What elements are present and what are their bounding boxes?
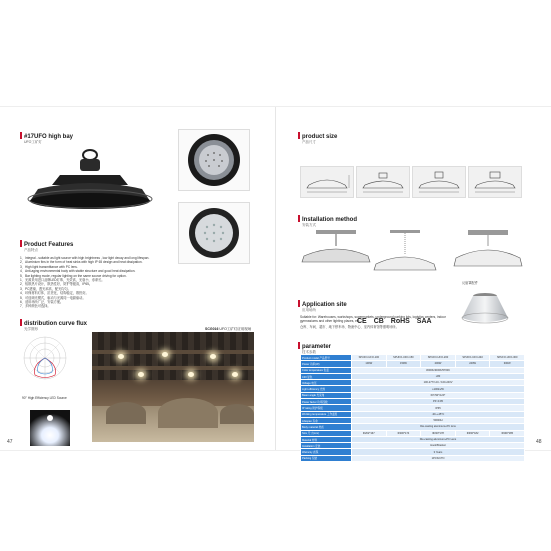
application-text-cn: 仓库、车间、超市、地下停车场、物流中心、室内体育馆等照明场所。 xyxy=(300,325,399,329)
parameter-key: Size 尺寸(mm) xyxy=(301,430,352,436)
parameter-key: Voltage 电压 xyxy=(301,380,352,386)
features-subtitle: 产品特点 xyxy=(24,248,38,252)
features-title: Product Features xyxy=(20,240,73,248)
beam-light-photo xyxy=(30,410,70,446)
feature-item: 3、High light transmittance with PC lens. xyxy=(20,264,78,269)
parameter-value: SPUFO-UFO-200 xyxy=(421,355,456,361)
dimension-drawing-icon xyxy=(301,167,353,197)
dimension-drawing-icon xyxy=(469,167,521,197)
application-text: Suitable for: Warehouses, workshops, supermarkets, underground parking lots, logistics centers, indoor gymnasiums and other lighting places, etc. xyxy=(300,315,446,324)
parameter-value: 3000K/4000K/5700K xyxy=(352,367,525,373)
lamp-angle-photo xyxy=(178,202,250,264)
install-title: Installation method xyxy=(298,215,357,223)
parameter-key: Lifespan 寿命 xyxy=(301,417,352,423)
material-pile xyxy=(220,404,254,424)
lamp-light xyxy=(188,372,194,377)
parameter-value: SPUFO-UFO-300 xyxy=(490,355,525,361)
light-beam-icon xyxy=(30,410,70,446)
lamp-light xyxy=(162,352,168,357)
size-title: product size xyxy=(298,132,337,140)
dimension-drawing-icon xyxy=(357,167,409,197)
parameter-value: Φ390*185 xyxy=(490,430,525,436)
parameter-value: 60°/90°/120° xyxy=(352,392,525,398)
parameter-value: SPUFO-UFO-150 xyxy=(386,355,421,361)
parameter-value: SPUFO-UFO-100 xyxy=(352,355,387,361)
certification-marks xyxy=(357,318,437,325)
feature-item: 6、适用场所广泛，安装方便。 xyxy=(20,300,64,305)
parameter-table xyxy=(300,354,525,462)
ufo-lamp-side-image xyxy=(20,149,160,221)
cert-rohs: RoHS xyxy=(390,318,410,325)
parameter-key: Beam angle 光束角 xyxy=(301,392,352,398)
lamp-light xyxy=(118,354,124,359)
feature-item: 7、多种颜色可选择。 xyxy=(20,304,51,309)
cert-ce: CE xyxy=(357,318,367,325)
product-subtitle: UFO工矿灯 xyxy=(24,140,42,144)
distribution-subtitle: 光学图形 xyxy=(24,327,38,331)
lamp-angle-icon xyxy=(179,203,249,263)
parameter-value: Hook/Bracket xyxy=(352,443,525,449)
parameter-value: Die-casting aluminum+PC Lens xyxy=(352,436,525,442)
parameter-key: IP rating 防护等级 xyxy=(301,405,352,411)
parameter-value: 100W xyxy=(352,361,387,367)
parameter-value: 200W xyxy=(421,361,456,367)
ceiling-beam xyxy=(92,350,254,354)
parameter-key: Material 材料 xyxy=(301,436,352,442)
cert-saa: SAA xyxy=(416,318,432,325)
install-subtitle: 安装方式 xyxy=(302,223,316,227)
lamp-front-icon xyxy=(179,130,249,190)
feature-item: 4、Anti-aging environmental body with stable structure and good heat dissipation. xyxy=(20,269,136,274)
page-number-right: 48 xyxy=(536,439,542,445)
size-subtitle: 产品尺寸 xyxy=(302,140,316,144)
feature-item: 1、光源采用进口品牌LED灯珠，光效高，光衰小，寿命长。 xyxy=(20,278,105,283)
parameter-subtitle: 技术参数 xyxy=(302,350,316,354)
parameter-value: PF>0.95 xyxy=(352,399,525,405)
ceiling-structure xyxy=(92,332,254,380)
feature-item: 1、Integral - suitable as light source with high brightness , low light decay and long lifespan. xyxy=(20,256,150,260)
parameter-value: ≥80 xyxy=(352,373,525,379)
parameter-key: Power 功率(W) xyxy=(301,361,352,367)
distribution-title: distribution curve flux xyxy=(20,319,87,327)
size-drawing xyxy=(412,166,466,198)
feature-item: 5、可选调光模式，驱动与光源同一电源驱动。 xyxy=(20,295,86,300)
application-subtitle: 应用场所 xyxy=(302,308,316,312)
parameter-value: 300W xyxy=(490,361,525,367)
size-drawing xyxy=(300,166,354,198)
feature-item: 2、铝散热片设计，散热性好，防护等级高，IP65。 xyxy=(20,282,93,287)
parameter-value: Die-casting aluminum+PC lens xyxy=(352,424,525,430)
parameter-value: Φ300*174 xyxy=(386,430,421,436)
feature-item: 4、环保材料灯体，抗老化，结构稳定，散热好。 xyxy=(20,291,89,296)
parameter-key: Light efficiency 光效 xyxy=(301,386,352,392)
features-list-text xyxy=(20,256,162,309)
parameter-key: CRI 显色 xyxy=(301,373,352,379)
parameter-key: Product model 产品型号 xyxy=(301,355,352,361)
material-pile xyxy=(158,398,218,428)
lamp-light xyxy=(210,354,216,359)
lamp-front-photo xyxy=(178,129,250,191)
parameter-value: 1PCS/CTN xyxy=(352,455,525,461)
lamp-light xyxy=(232,372,238,377)
feature-item: 5、Bar lighting mode, regular lighting on the same source driving for option. xyxy=(20,273,127,278)
feature-item: 3、PC透镜，透光率高，配光均匀。 xyxy=(20,286,71,291)
photo-caption: SCG016 UFO工矿灯应用现场 xyxy=(205,327,252,331)
application-title: Application site xyxy=(298,300,347,308)
reflector-image xyxy=(460,288,510,326)
parameter-key: Power factor 功率因数 xyxy=(301,399,352,405)
beam-caption: 90° High Efficiency LED Source xyxy=(22,396,67,400)
cert-cb: CB xyxy=(373,318,384,325)
product-title: #17UFO high bay xyxy=(20,132,73,140)
size-drawing xyxy=(356,166,410,198)
parameter-key: Warranty 质保 xyxy=(301,449,352,455)
parameter-value: Φ330*178 xyxy=(421,430,456,436)
parameter-value: IP65 xyxy=(352,405,525,411)
parameter-value: 50000H xyxy=(352,417,525,423)
parameter-value: -30~+45°C xyxy=(352,411,525,417)
parameter-title: parameter xyxy=(298,342,331,350)
parameter-key: Installation 安装 xyxy=(301,443,352,449)
page-gutter xyxy=(275,107,276,450)
polar-curve-chart xyxy=(22,335,68,381)
parameter-key: Color temperature 色温 xyxy=(301,367,352,373)
parameter-value: 3 Years xyxy=(352,449,525,455)
dimension-drawing-icon xyxy=(413,167,465,197)
parameter-key: Working temperature 工作温度 xyxy=(301,411,352,417)
reflector-caption: 反射罩配件 xyxy=(462,281,478,285)
parameter-key: Body material 材质 xyxy=(301,424,352,430)
lamp-light xyxy=(138,372,144,377)
parameter-value: Φ360*182 xyxy=(455,430,490,436)
parameter-value: 100-277V AC / 100-240V xyxy=(352,380,525,386)
material-pile xyxy=(106,402,146,424)
parameter-key: Packing 包装 xyxy=(301,455,352,461)
parameter-value: ≥100lm/W xyxy=(352,386,525,392)
parameter-value: Φ262*167 xyxy=(352,430,387,436)
warehouse-application-photo xyxy=(92,332,254,442)
size-drawing xyxy=(468,166,522,198)
parameter-value: SPUFO-UFO-240 xyxy=(455,355,490,361)
ceiling-beam xyxy=(92,366,254,370)
feature-item: 2、Aluminium fins in the form of heat sinks with high IP 65 design and heat dissipation. xyxy=(20,260,143,265)
parameter-value: 240W xyxy=(455,361,490,367)
parameter-row xyxy=(301,455,525,461)
parameter-value: 150W xyxy=(386,361,421,367)
page-number-left: 47 xyxy=(7,439,13,445)
installation-diagrams xyxy=(298,228,523,280)
